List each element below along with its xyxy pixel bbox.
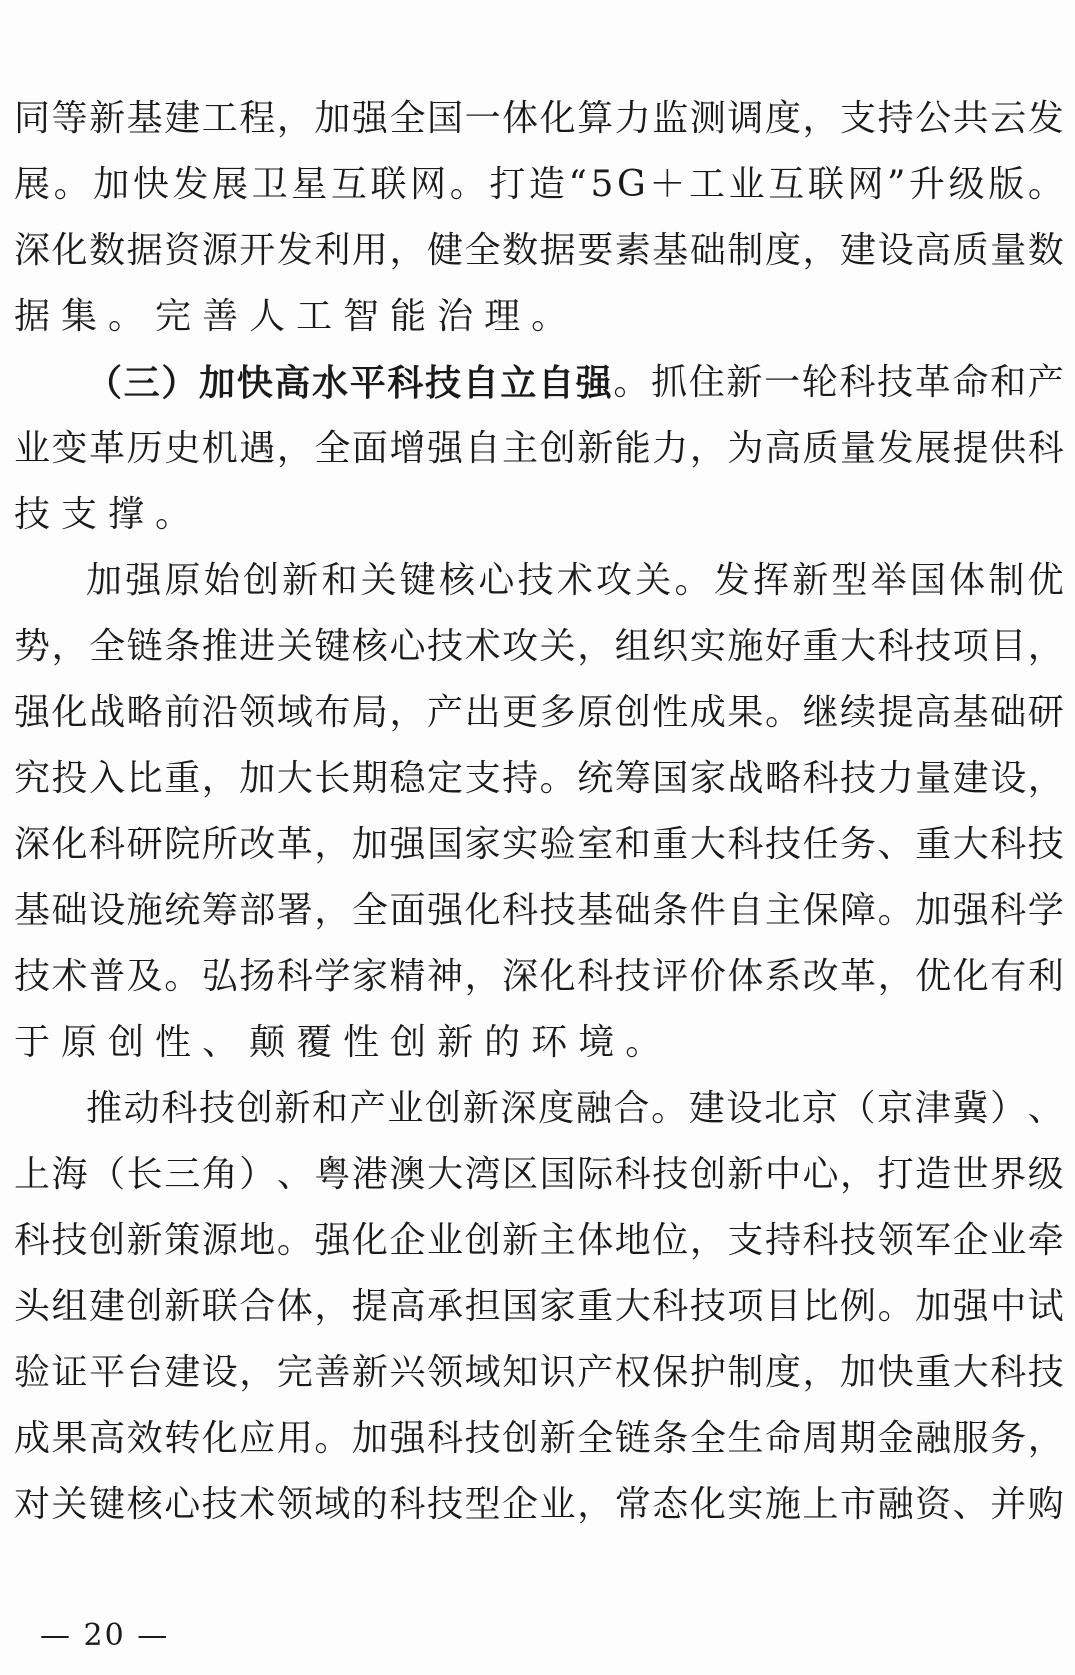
page-number: — 20 — xyxy=(40,1618,170,1653)
text-line: （ 三 ） 加 快 高 水 平 科 技 自 立 自 强 。 抓 住 新 一 轮 科 技 革 命 和 产 xyxy=(86,362,1064,404)
text-line: 势 ， 全 链 条 推 进 关 键 核 心 技 术 攻 关 ， 组 织 实 施 好 重 大 科 技 项 目 ， xyxy=(14,626,1064,667)
text-line: 加 强 原 始 创 新 和 关 键 核 心 技 术 攻 关 。 发 挥 新 型 举 国 体 制 优 xyxy=(86,560,1064,601)
text-line: 于 原 创 性 、 颠 覆 性 创 新 的 环 境 。 xyxy=(14,1022,673,1063)
body-text xyxy=(14,86,1064,1538)
text-line: 究 投 入 比 重 ， 加 大 长 期 稳 定 支 持 。 统 筹 国 家 战 略 科 技 力 量 建 设 ， xyxy=(14,758,1064,799)
text-line: 技 术 普 及 。 弘 扬 科 学 家 精 神 ， 深 化 科 技 评 价 体 系 改 革 ， 优 化 有 利 xyxy=(14,956,1064,997)
text-line: 头 组 建 创 新 联 合 体 ， 提 高 承 担 国 家 重 大 科 技 项 目 比 例 。 加 强 中 试 xyxy=(14,1286,1064,1327)
text-line: 深 化 科 研 院 所 改 革 ， 加 强 国 家 实 验 室 和 重 大 科 技 任 务 、 重 大 科 技 xyxy=(14,824,1064,865)
text-line: 推 动 科 技 创 新 和 产 业 创 新 深 度 融 合 。 建 设 北 京 （ 京 津 冀 ） 、 xyxy=(86,1088,1064,1129)
text-line: 强 化 战 略 前 沿 领 域 布 局 ， 产 出 更 多 原 创 性 成 果 。 继 续 提 高 基 础 研 xyxy=(14,692,1064,733)
text-line: 据 集 。 完 善 人 工 智 能 治 理 。 xyxy=(14,296,579,337)
text-line: 成 果 高 效 转 化 应 用 。 加 强 科 技 创 新 全 链 条 全 生 命 周 期 金 融 服 务 ， xyxy=(14,1418,1064,1459)
text-line: 基 础 设 施 统 筹 部 署 ， 全 面 强 化 科 技 基 础 条 件 自 主 保 障 。 加 强 科 学 xyxy=(14,890,1064,931)
text-line: 上 海 （ 长 三 角 ） 、 粤 港 澳 大 湾 区 国 际 科 技 创 新 中 心 ， 打 造 世 界 级 xyxy=(14,1154,1064,1195)
text-line: 验 证 平 台 建 设 ， 完 善 新 兴 领 域 知 识 产 权 保 护 制 度 ， 加 快 重 大 科 技 xyxy=(14,1352,1064,1393)
text-line: 技 支 撑 。 xyxy=(14,494,203,535)
text-line: 展 。 加 快 发 展 卫 星 互 联 网 。 打 造 “ 5 G ＋ 工 业 互 联 网 ” 升 级 版 。 xyxy=(14,164,1064,205)
text-line: 对 关 键 核 心 技 术 领 域 的 科 技 型 企 业 ， 常 态 化 实 施 上 市 融 资 、 并 购 xyxy=(14,1484,1064,1525)
text-line: 深 化 数 据 资 源 开 发 利 用 ， 健 全 数 据 要 素 基 础 制 度 ， 建 设 高 质 量 数 xyxy=(14,230,1064,271)
text-line: 同 等 新 基 建 工 程 ， 加 强 全 国 一 体 化 算 力 监 测 调 度 ， 支 持 公 共 云 发 xyxy=(14,98,1064,139)
text-line: 科 技 创 新 策 源 地 。 强 化 企 业 创 新 主 体 地 位 ， 支 持 科 技 领 军 企 业 牵 xyxy=(14,1220,1064,1261)
text-line: 业 变 革 历 史 机 遇 ， 全 面 增 强 自 主 创 新 能 力 ， 为 高 质 量 发 展 提 供 科 xyxy=(14,428,1064,469)
